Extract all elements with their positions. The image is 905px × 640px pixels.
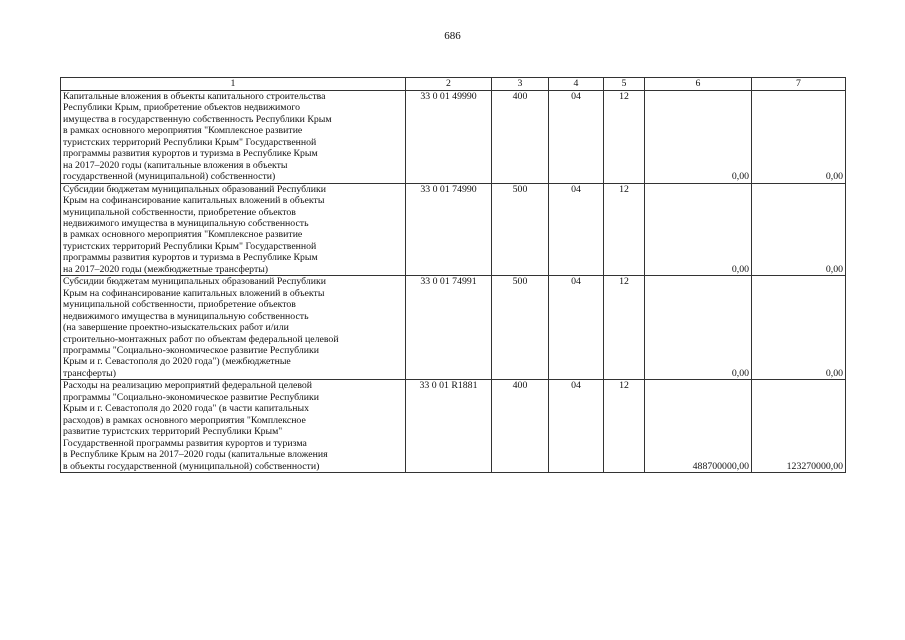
row-subsection-cell: 12	[604, 380, 645, 473]
row-code-cell: 33 0 01 49990	[406, 91, 492, 184]
row-type-cell: 400	[492, 91, 549, 184]
row-section-cell: 04	[549, 91, 604, 184]
row-name-cell: Расходы на реализацию мероприятий федеральной целевой программы "Социально-экономическое развитие Республики Крым и г. Севастополя до 2020 года" (в части капитальных расходов) в рамках основного мероприятия "Комплексное развитие туристских территорий Республики Крым" Государственной программы развития курортов и туризма в Республике Крым на 2017–2020 годы (капитальные вложения в объекты государственной (муниципальной) собственности)	[61, 380, 406, 473]
column-header-6: 6	[645, 78, 752, 91]
page-number: 686	[444, 30, 461, 42]
row-section-cell: 04	[549, 380, 604, 473]
row-type-cell: 500	[492, 276, 549, 380]
budget-table	[60, 77, 846, 473]
row-subsection-cell: 12	[604, 183, 645, 276]
table-row	[61, 276, 846, 380]
row-section-cell: 04	[549, 183, 604, 276]
row-amount-6-cell: 0,00	[645, 91, 752, 184]
row-amount-6-cell: 488700000,00	[645, 380, 752, 473]
column-header-5: 5	[604, 78, 645, 91]
row-code-cell: 33 0 01 R1881	[406, 380, 492, 473]
column-header-1: 1	[61, 78, 406, 91]
column-header-3: 3	[492, 78, 549, 91]
table-row	[61, 91, 846, 184]
table-header-row	[61, 78, 846, 91]
column-header-2: 2	[406, 78, 492, 91]
row-type-cell: 400	[492, 380, 549, 473]
row-type-cell: 500	[492, 183, 549, 276]
row-subsection-cell: 12	[604, 276, 645, 380]
row-code-cell: 33 0 01 74991	[406, 276, 492, 380]
row-amount-7-cell: 0,00	[752, 183, 846, 276]
row-amount-6-cell: 0,00	[645, 276, 752, 380]
row-name-cell: Субсидии бюджетам муниципальных образований Республики Крым на софинансирование капитальных вложений в объекты муниципальной собственности, приобретение объектов недвижимого имущества в муниципальную собственность в рамках основного мероприятия "Комплексное развитие туристских территорий Республики Крым" Государственной программы развития курортов и туризма в Республике Крым на 2017–2020 годы (межбюджетные трансферты)	[61, 183, 406, 276]
row-section-cell: 04	[549, 276, 604, 380]
row-subsection-cell: 12	[604, 91, 645, 184]
row-amount-7-cell: 0,00	[752, 91, 846, 184]
row-name-cell: Капитальные вложения в объекты капитального строительства Республики Крым, приобретение объектов недвижимого имущества в государственную собственность Республики Крым в рамках основного мероприятия "Комплексное развитие туристских территорий Республики Крым" Государственной программы развития курортов и туризма в Республике Крым на 2017–2020 годы (капитальные вложения в объекты государственной (муниципальной) собственности)	[61, 91, 406, 184]
column-header-4: 4	[549, 78, 604, 91]
row-amount-6-cell: 0,00	[645, 183, 752, 276]
row-amount-7-cell: 123270000,00	[752, 380, 846, 473]
row-code-cell: 33 0 01 74990	[406, 183, 492, 276]
table-row	[61, 380, 846, 473]
table-row	[61, 183, 846, 276]
row-name-cell: Субсидии бюджетам муниципальных образований Республики Крым на софинансирование капитальных вложений в объекты муниципальной собственности, приобретение объектов недвижимого имущества в муниципальную собственность (на завершение проектно-изыскательских работ и/или строительно-монтажных работ по объектам федеральной целевой программы "Социально-экономическое развитие Республики Крым и г. Севастополя до 2020 года") (межбюджетные трансферты)	[61, 276, 406, 380]
row-amount-7-cell: 0,00	[752, 276, 846, 380]
column-header-7: 7	[752, 78, 846, 91]
